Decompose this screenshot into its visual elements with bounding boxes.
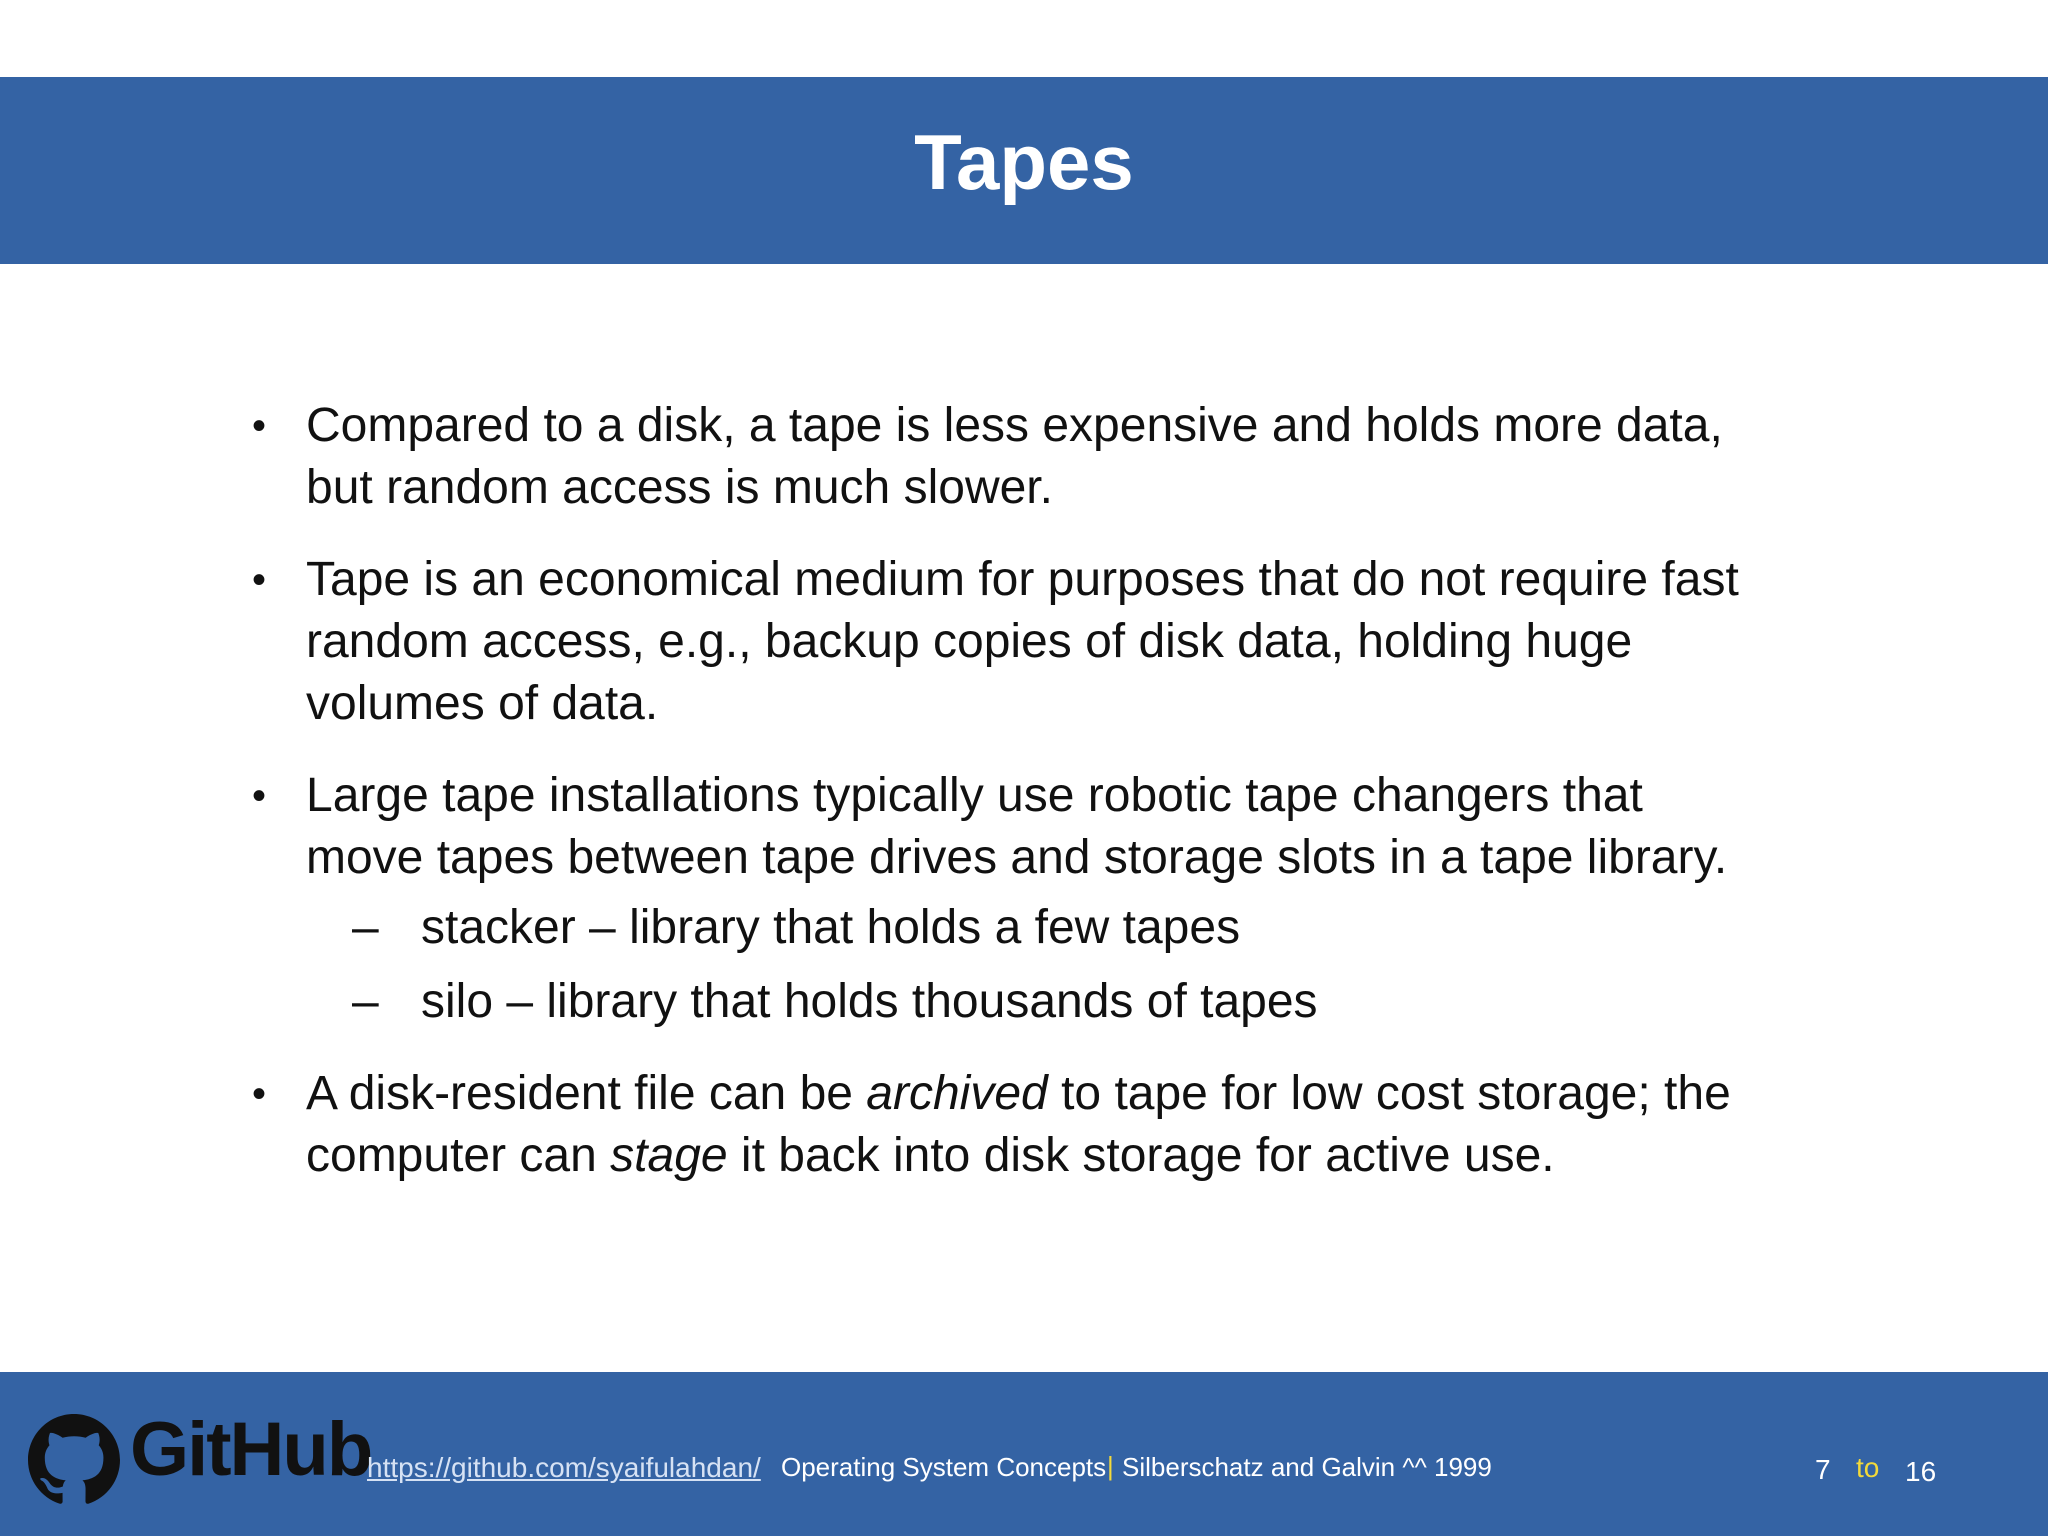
sub-bullet-item — [252, 897, 1752, 959]
github-wordmark: GitHub — [130, 1407, 372, 1492]
book-authors: Silberschatz and Galvin ^^ 1999 — [1122, 1452, 1492, 1482]
bullet-item — [252, 549, 1752, 735]
bullet-dot: • — [252, 774, 267, 818]
bullet-text: Large tape installations typically use robotic tape changers that move tapes between tape drives and storage slots in a tape library. — [306, 769, 1728, 884]
bullet-dot: • — [252, 1072, 267, 1116]
slide-content — [252, 395, 1752, 1217]
github-octocat-icon — [28, 1414, 120, 1506]
bullet-text-part: A disk-resident file can be — [306, 1067, 867, 1120]
book-title: Operating System Concepts — [781, 1452, 1107, 1482]
slide-title: Tapes — [914, 118, 1134, 206]
footer-separator: | — [1107, 1451, 1114, 1481]
emphasis-stage: stage — [610, 1129, 728, 1182]
github-profile-link[interactable]: https://github.com/syaifulahdan/ — [367, 1452, 761, 1483]
sub-bullet-list — [252, 897, 1752, 1033]
footer-bar — [0, 1372, 2048, 1536]
bullet-item — [252, 1063, 1752, 1187]
bullet-dot: • — [252, 404, 267, 448]
page-current: 7 — [1815, 1454, 1831, 1485]
emphasis-archived: archived — [866, 1067, 1048, 1120]
bullet-text-part: to tape for low cost storage; the computer can — [306, 1067, 1731, 1182]
sub-bullet-item — [252, 971, 1752, 1033]
bullet-text-part: it back into disk storage for active use. — [727, 1129, 1555, 1182]
bullet-text: Compared to a disk, a tape is less expensive and holds more data, but random access is much slower. — [306, 399, 1723, 514]
page-total: 16 — [1905, 1456, 1937, 1487]
bullet-item — [252, 765, 1752, 889]
bullet-item — [252, 395, 1752, 519]
sub-bullet-text: silo – library that holds thousands of tapes — [421, 975, 1318, 1028]
bullet-dot: • — [252, 558, 267, 602]
sub-bullet-dash: – — [352, 975, 379, 1028]
sub-bullet-dash: – — [352, 901, 379, 954]
sub-bullet-text: stacker – library that holds a few tapes — [421, 901, 1241, 954]
title-bar — [0, 77, 2048, 264]
page-to-label: to — [1856, 1452, 1880, 1483]
bullet-text — [306, 1067, 1731, 1182]
bullet-text: Tape is an economical medium for purposes that do not require fast random access, e.g., backup copies of disk data, holding huge volumes of data. — [306, 553, 1739, 730]
